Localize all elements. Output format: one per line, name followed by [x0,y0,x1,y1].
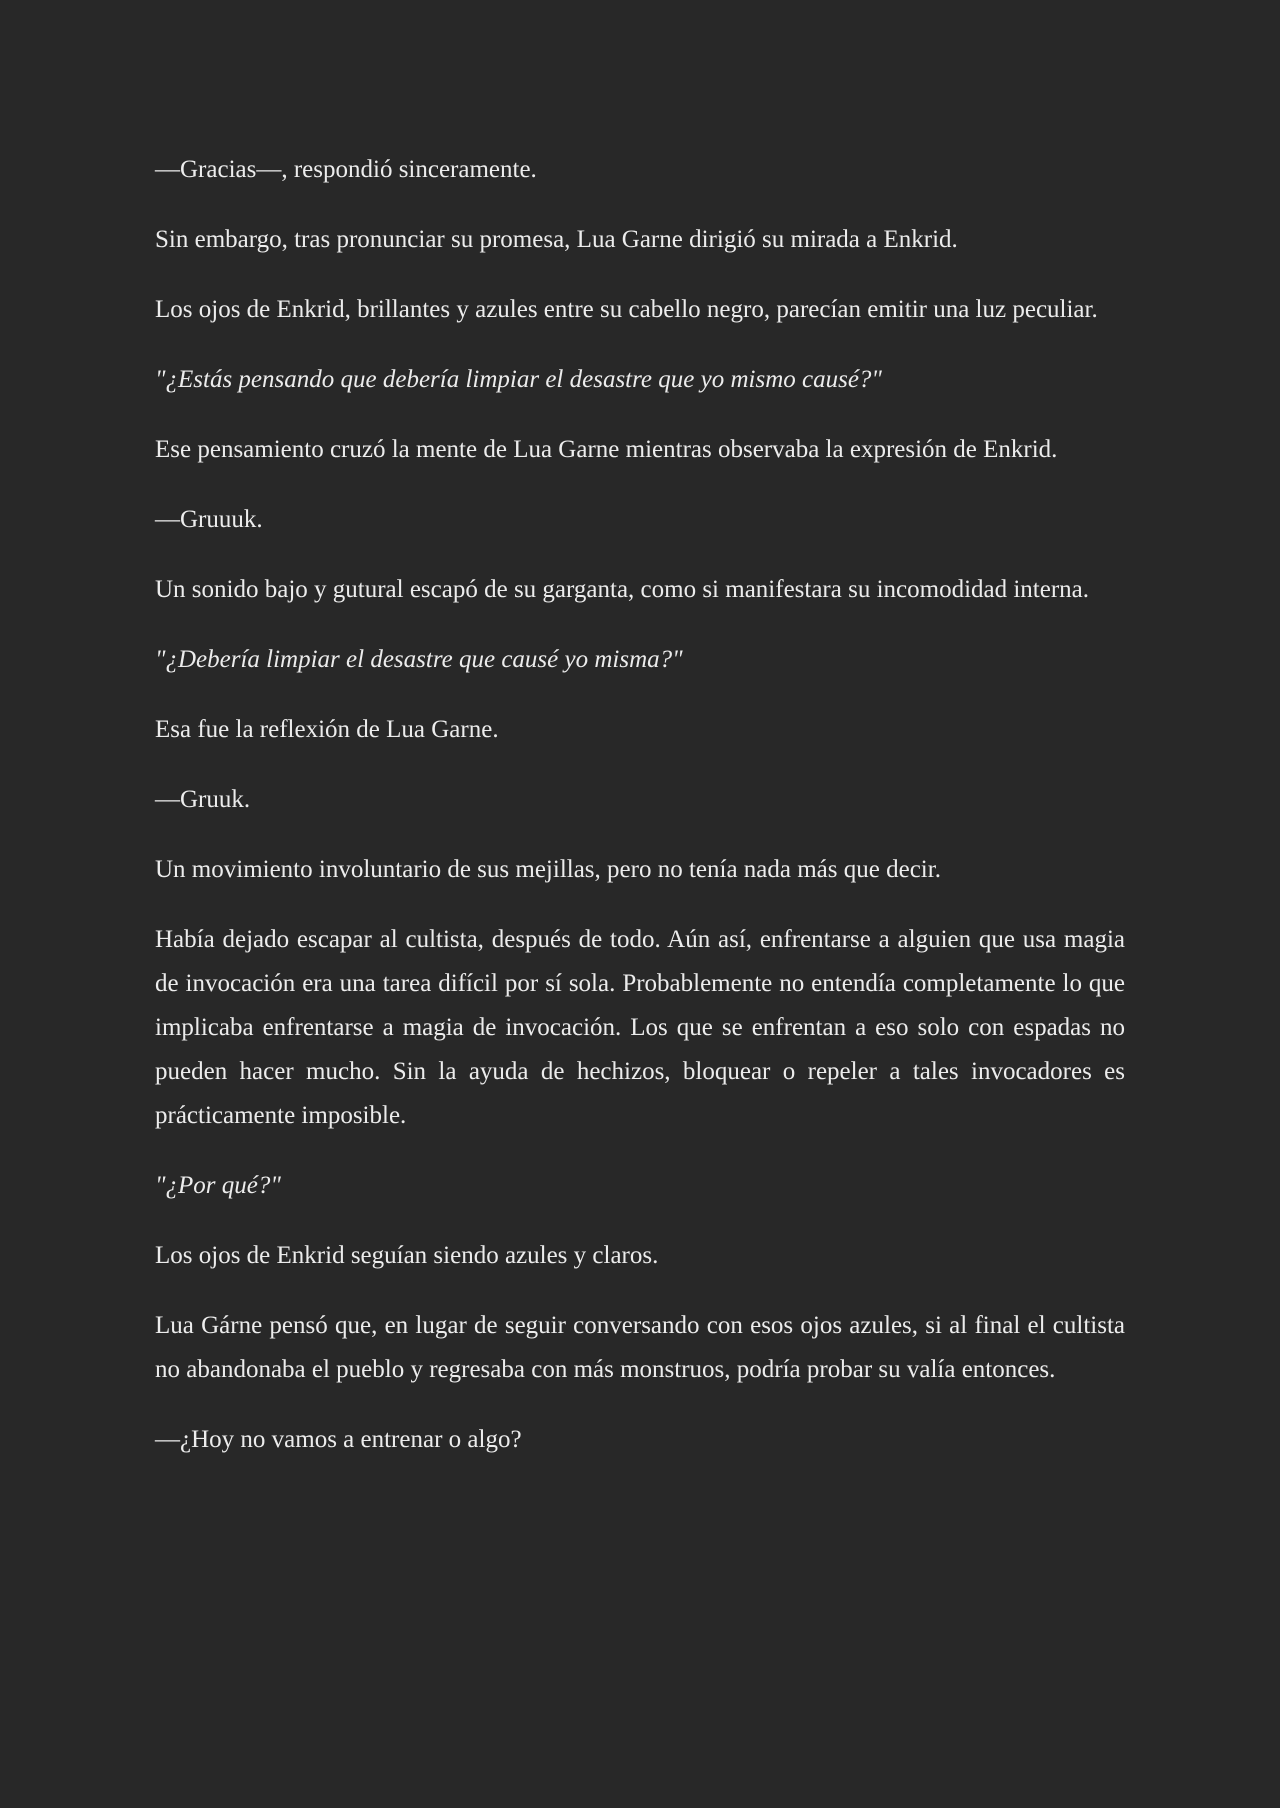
paragraph: —Gruuk. [155,786,251,813]
thought-paragraph: "¿Estás pensando que debería limpiar el desastre que yo mismo causé?" [155,366,882,393]
paragraph: Ese pensamiento cruzó la mente de Lua Garne mientras observaba la expresión de Enkrid. [155,436,1058,463]
paragraph: Había dejado escapar al cultista, después de todo. Aún así, enfrentarse a alguien que usa magia de invocación era una tarea difícil por sí sola. Probablemente no entendía completamente lo que implicaba enfrentarse a magia de invocación. Los que se enfrentan a eso solo con espadas no pueden hacer mucho. Sin la ayuda de hechizos, bloquear o repeler a tales invocadores es prácticamente imposible. [155,926,1125,1129]
thought-paragraph: "¿Debería limpiar el desastre que causé yo misma?" [155,646,683,673]
paragraph: —¿Hoy no vamos a entrenar o algo? [155,1426,522,1453]
paragraph: Esa fue la reflexión de Lua Garne. [155,716,499,743]
paragraph: Lua Gárne pensó que, en lugar de seguir conversando con esos ojos azules, si al final el cultista no abandonaba el pueblo y regresaba con más monstruos, podría probar su valía entonces. [155,1312,1125,1383]
paragraph: Un sonido bajo y gutural escapó de su garganta, como si manifestara su incomodidad interna. [155,576,1090,603]
reading-page [155,148,1125,1462]
paragraph: —Gracias—, respondió sinceramente. [155,156,537,183]
thought-paragraph: "¿Por qué?" [155,1172,281,1199]
paragraph: Sin embargo, tras pronunciar su promesa, Lua Garne dirigió su mirada a Enkrid. [155,226,958,253]
paragraph: —Gruuuk. [155,506,263,533]
paragraph: Los ojos de Enkrid seguían siendo azules y claros. [155,1242,659,1269]
paragraph: Un movimiento involuntario de sus mejillas, pero no tenía nada más que decir. [155,856,941,883]
paragraph: Los ojos de Enkrid, brillantes y azules entre su cabello negro, parecían emitir una luz peculiar. [155,296,1098,323]
